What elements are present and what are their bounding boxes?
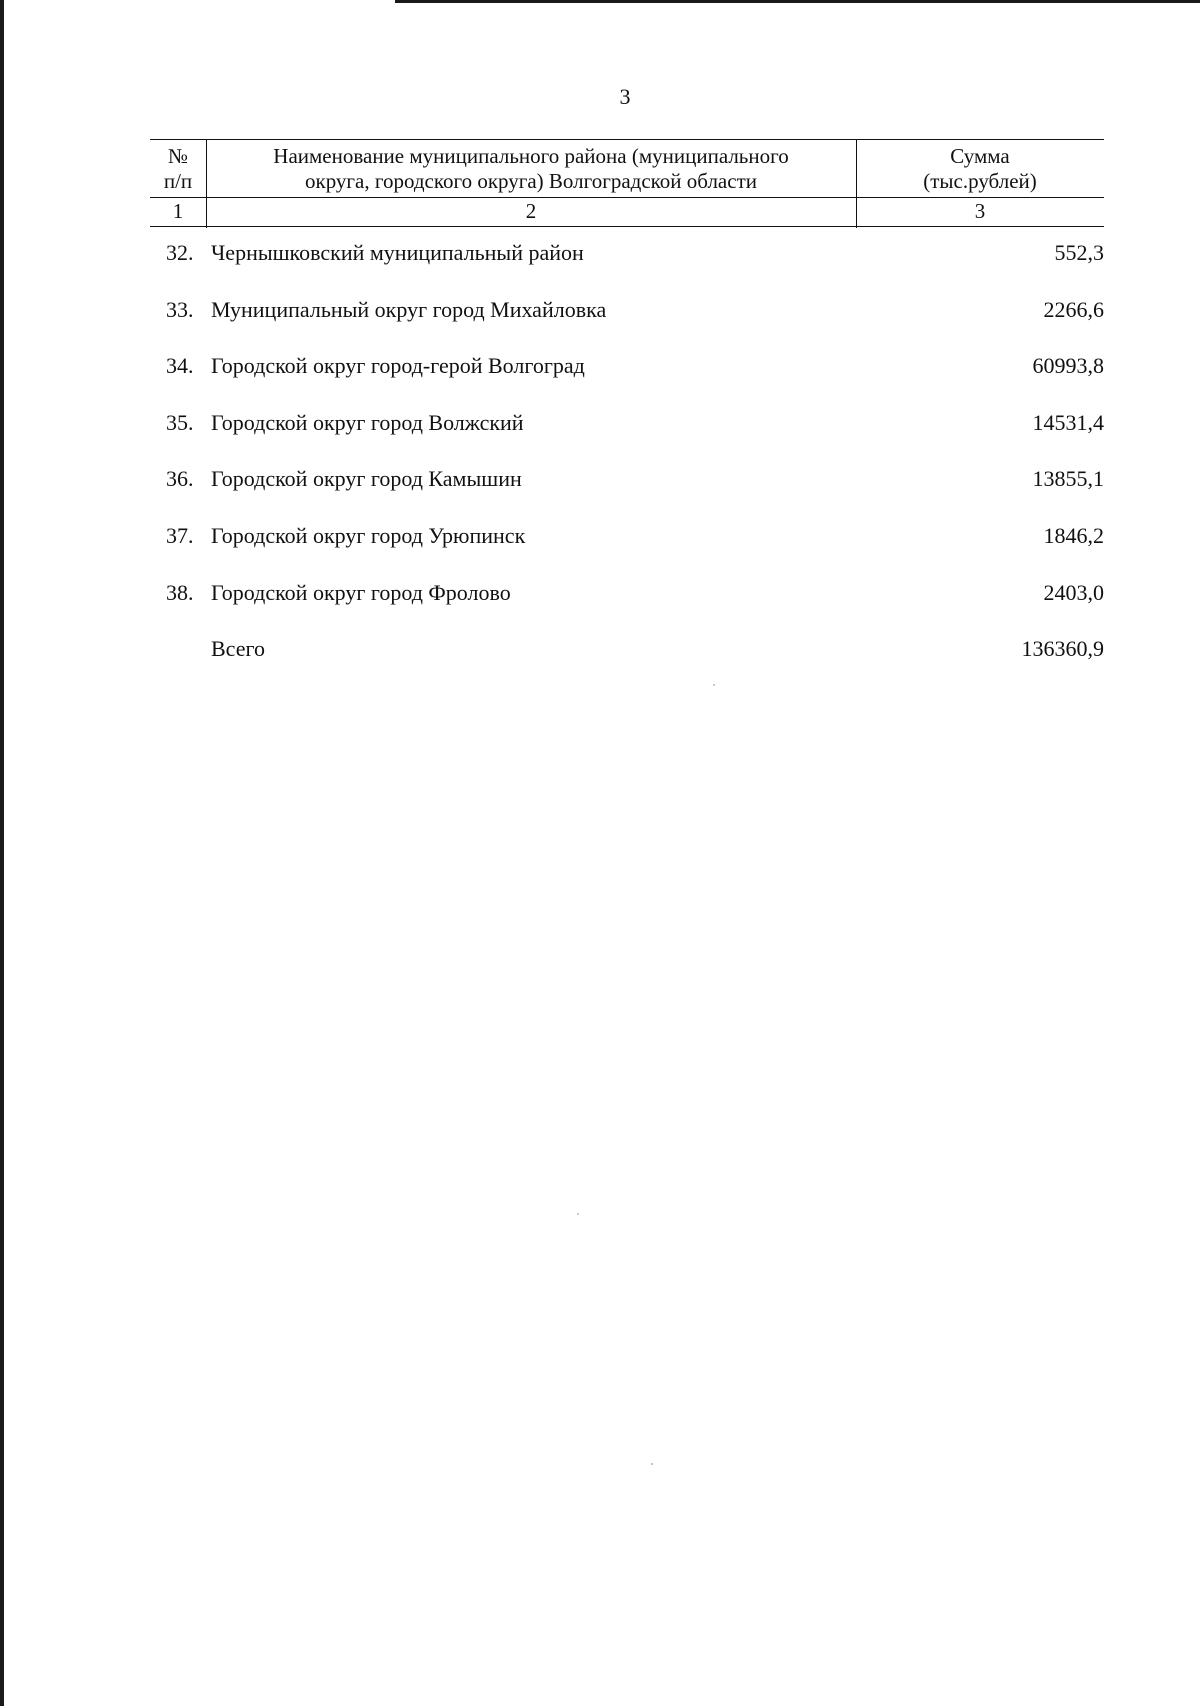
row-number: 34. (166, 353, 194, 379)
row-sum: 60993,8 (1032, 353, 1104, 379)
row-sum: 1846,2 (1043, 522, 1104, 548)
column-number-1: 1 (172, 199, 184, 223)
scan-speck (651, 1463, 653, 1465)
scan-edge-top (395, 0, 1200, 3)
table-row (150, 578, 1104, 635)
table-body (150, 238, 1104, 691)
row-sum: 552,3 (1054, 240, 1104, 265)
row-sum: 14531,4 (1032, 409, 1104, 435)
table-row (150, 238, 1104, 295)
scan-edge-left (0, 0, 4, 1706)
header-cell-name: Наименование муниципального района (муниципального округа, городского округа) Волгоградской области (273, 144, 789, 193)
table-row (150, 464, 1104, 521)
column-number-2: 2 (525, 199, 537, 223)
column-number-3: 3 (974, 199, 986, 223)
row-name: Городской округ город-герой Волгоград (211, 353, 585, 379)
row-name: Городской округ город Урюпинск (211, 522, 526, 548)
row-name: Городской округ город Фролово (211, 579, 511, 605)
scan-speck (577, 1213, 579, 1215)
row-name: Городской округ город Волжский (211, 409, 524, 435)
row-name: Всего (211, 636, 265, 662)
row-number: 32. (166, 240, 194, 265)
row-sum: 2266,6 (1043, 296, 1104, 322)
row-name: Чернышковский муниципальный район (211, 240, 584, 265)
table-header (150, 139, 1104, 227)
row-number: 33. (166, 296, 194, 322)
page-number: 3 (619, 84, 631, 109)
row-number: 38. (166, 579, 194, 605)
header-cell-number: № п/п (163, 144, 193, 193)
total-row (150, 634, 1104, 691)
row-name: Муниципальный округ город Михайловка (211, 296, 607, 322)
header-cell-sum: Сумма (тыс.рублей) (923, 144, 1037, 193)
row-name: Городской округ город Камышин (211, 466, 522, 492)
header-divider (150, 197, 1104, 198)
table-row (150, 408, 1104, 465)
row-sum: 136360,9 (1021, 636, 1104, 662)
table-row (150, 521, 1104, 578)
table-row (150, 351, 1104, 408)
row-sum: 2403,0 (1043, 579, 1104, 605)
row-sum: 13855,1 (1032, 466, 1104, 492)
row-number: 36. (166, 466, 194, 492)
row-number: 35. (166, 409, 194, 435)
row-number: 37. (166, 522, 194, 548)
table-row (150, 295, 1104, 352)
